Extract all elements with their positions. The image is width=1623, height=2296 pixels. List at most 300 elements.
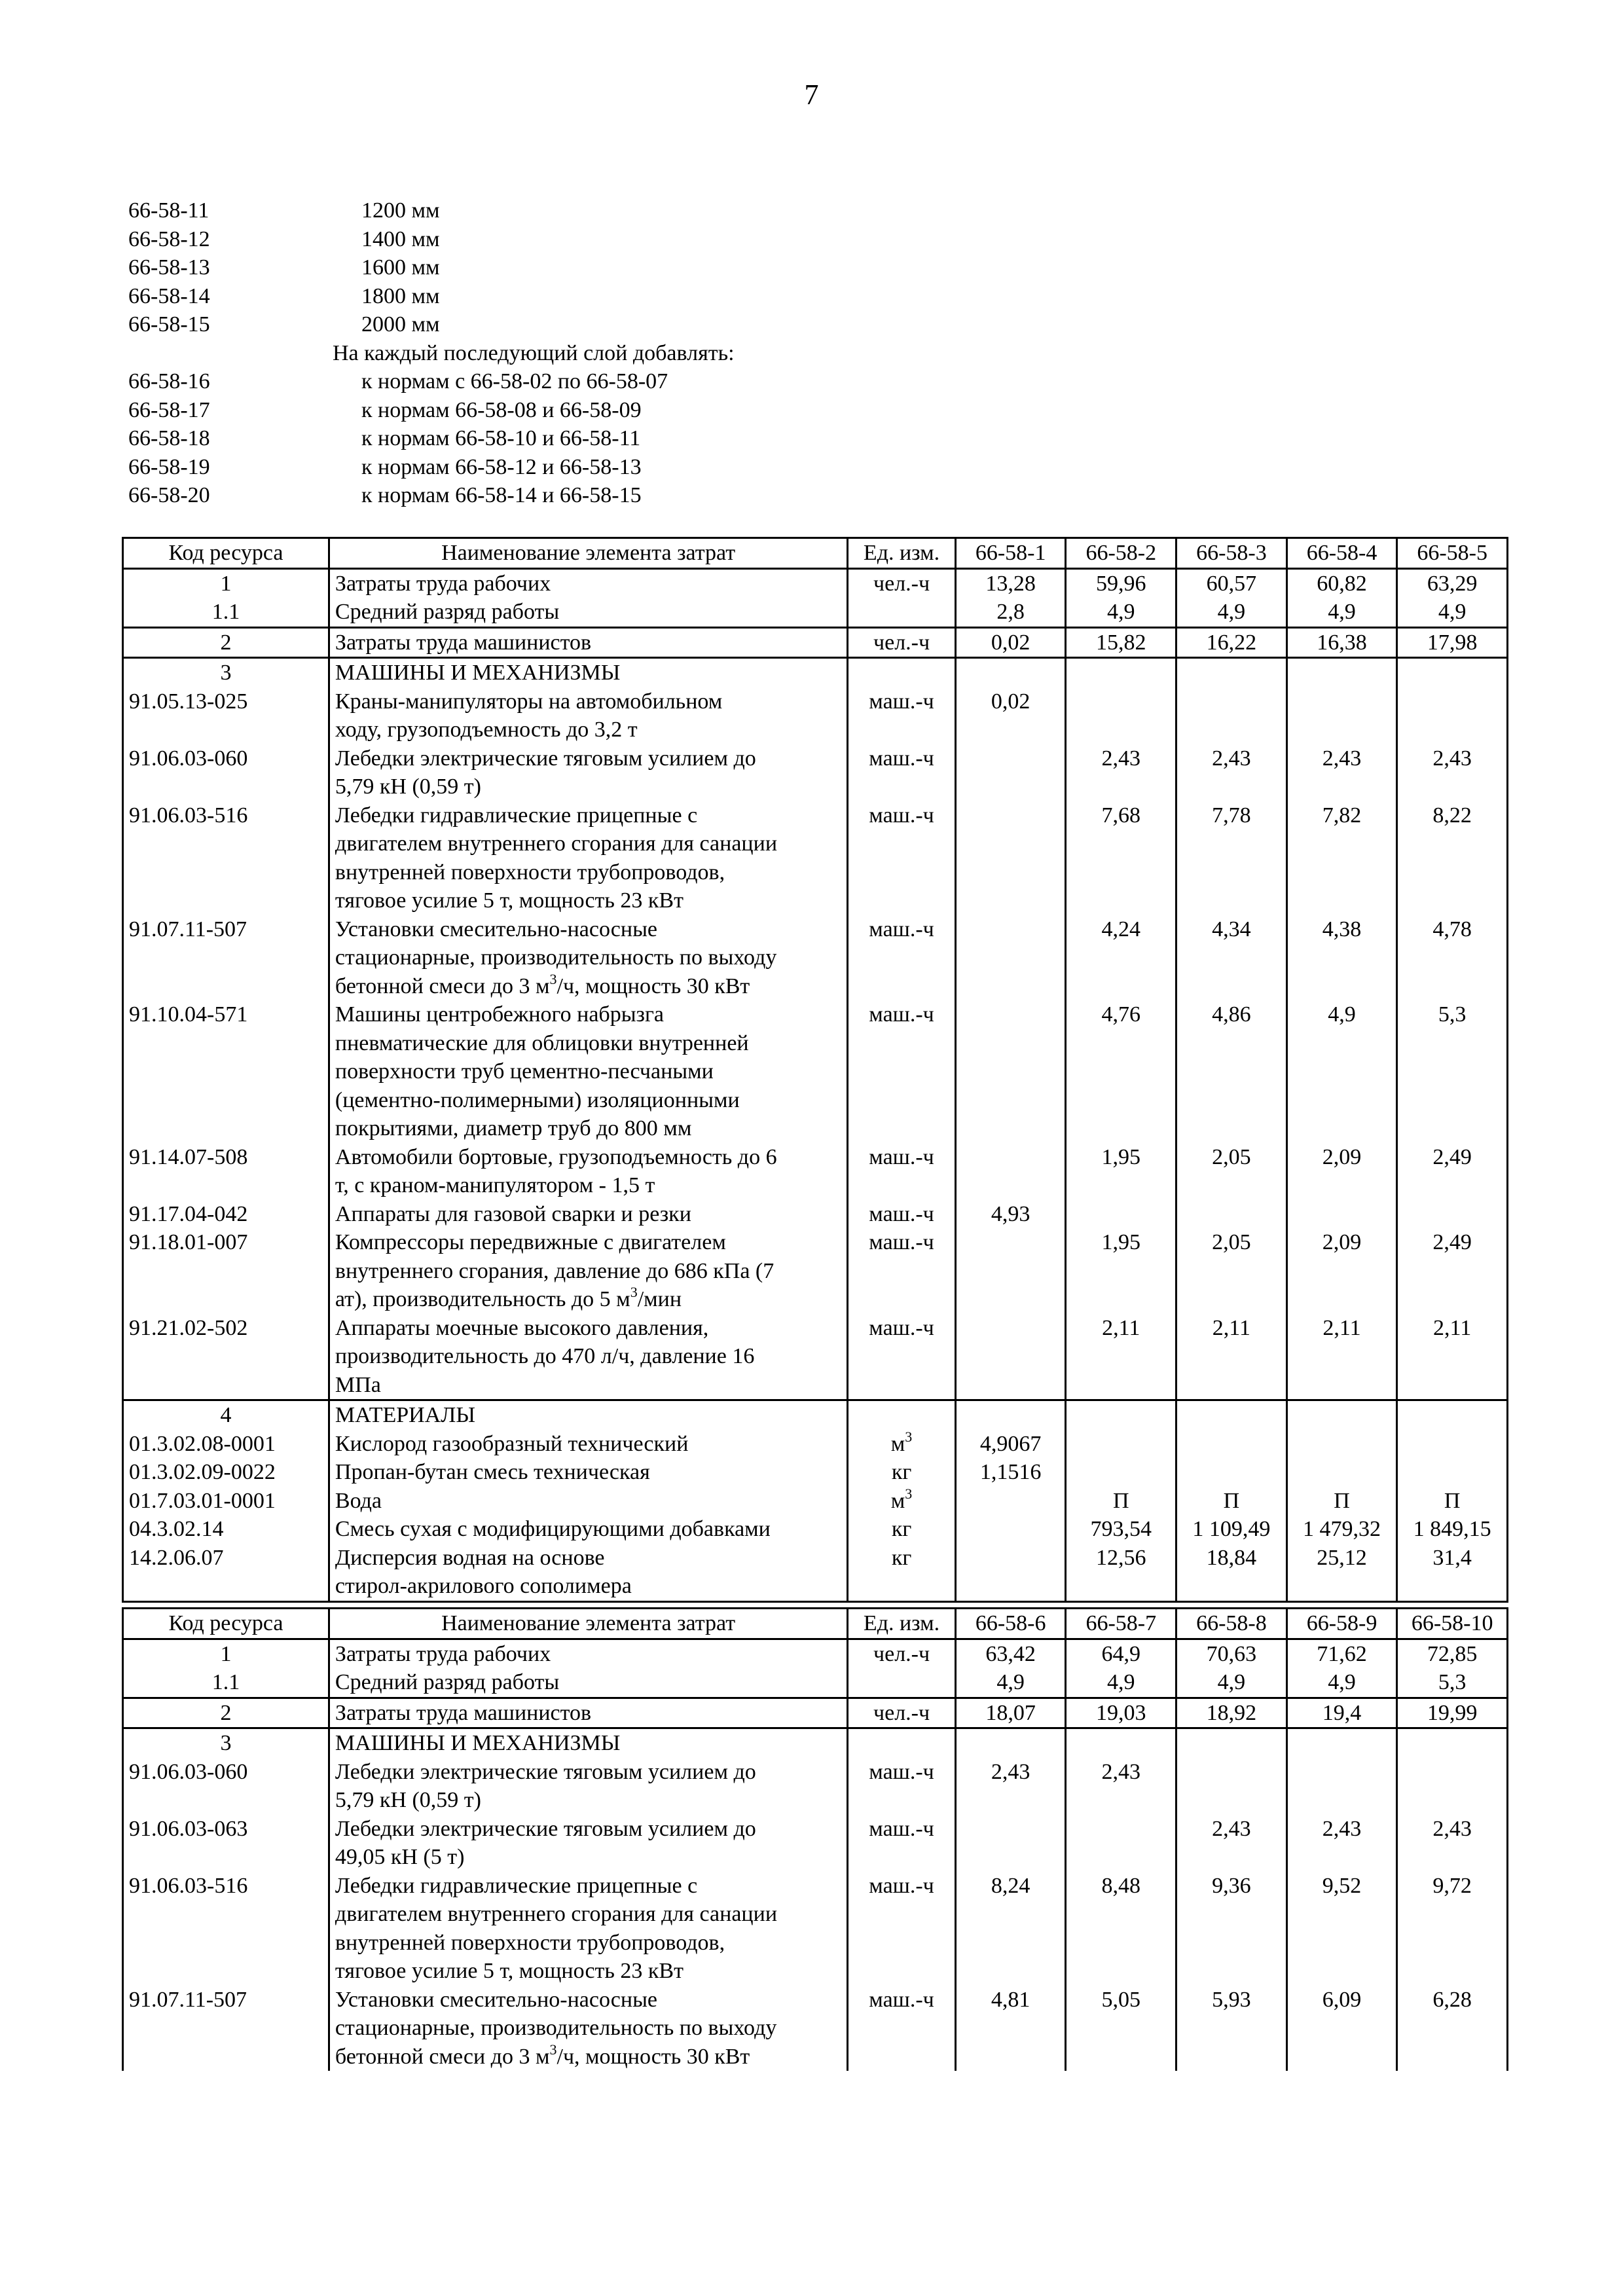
value-cell: 2,43 — [955, 1758, 1066, 1815]
value-cell — [1397, 1458, 1508, 1487]
unit-cell — [848, 1728, 956, 1758]
resource-name-line: бетонной смеси до 3 $м^3/ч$, мощность 30 кВт — [335, 2041, 750, 2069]
value-cell — [955, 1228, 1066, 1314]
table-row — [123, 915, 1508, 1001]
value-cell — [1286, 1728, 1397, 1758]
resource-name-line: двигателем внутреннего сгорания для санации — [335, 1902, 778, 1926]
value-cell: 18,92 — [1176, 1698, 1287, 1728]
value-cell: 7,78 — [1176, 801, 1287, 915]
resource-name-line: Лебедки гидравлические прицепные с — [335, 803, 698, 828]
unit-cell: чел.-ч — [848, 627, 956, 658]
resource-name-line: Лебедки гидравлические прицепные с — [335, 1873, 698, 1898]
table-row — [123, 1314, 1508, 1400]
resource-name-line: бетонной смеси до 3 $м^3/ч$, мощность 30 кВт — [335, 970, 750, 998]
value-cell: 9,36 — [1176, 1872, 1287, 1986]
norm-code: 66-58-15 — [128, 312, 210, 337]
code-list-note: На каждый последующий слой добавлять: — [333, 340, 735, 365]
header-norm: 66-58-3 — [1176, 538, 1287, 569]
value-cell — [1286, 1758, 1397, 1815]
value-cell — [1397, 1200, 1508, 1229]
value-cell: П — [1176, 1487, 1287, 1516]
value-cell: 19,4 — [1286, 1698, 1397, 1728]
resource-name — [329, 687, 847, 744]
resource-name: Средний разряд работы — [329, 1668, 847, 1698]
value-cell — [1066, 1400, 1176, 1430]
section-title: МАШИНЫ И МЕХАНИЗМЫ — [329, 658, 847, 687]
table-row — [123, 687, 1508, 744]
resource-name-line: поверхности труб цементно-песчаными — [335, 1059, 714, 1084]
value-cell — [1397, 1400, 1508, 1430]
value-cell — [1066, 1728, 1176, 1758]
value-cell: 59,96 — [1066, 568, 1176, 598]
header-norm: 66-58-4 — [1286, 538, 1397, 569]
resource-name-line: пневматические для облицовки внутренней — [335, 1030, 749, 1055]
table-row — [123, 744, 1508, 801]
unit-cell: маш.-ч — [848, 1314, 956, 1400]
value-cell: 4,9 — [1066, 598, 1176, 627]
table-row — [123, 1986, 1508, 2071]
value-cell: П — [1397, 1487, 1508, 1516]
header-norm: 66-58-6 — [955, 1609, 1066, 1639]
value-cell: 12,56 — [1066, 1544, 1176, 1602]
value-cell: 1,95 — [1066, 1143, 1176, 1200]
resource-name-line: Вода — [335, 1488, 382, 1513]
unit-cell: маш.-ч — [848, 801, 956, 915]
resource-code: 91.07.11-507 — [123, 915, 329, 1001]
value-cell: 31,4 — [1397, 1544, 1508, 1602]
value-cell: 2,43 — [1286, 744, 1397, 801]
value-cell: 5,05 — [1066, 1986, 1176, 2071]
norm-code: 66-58-19 — [128, 454, 210, 479]
resource-code: 3 — [123, 1728, 329, 1758]
resource-name-line: ходу, грузоподъемность до 3,2 т — [335, 718, 638, 742]
table-row — [123, 1458, 1508, 1487]
resource-name-line: Пропан-бутан смесь техническая — [335, 1460, 650, 1484]
labor-row — [123, 568, 1508, 598]
header-code: Код ресурса — [123, 1609, 329, 1639]
resource-name — [329, 1430, 847, 1459]
value-cell — [1176, 1430, 1287, 1459]
value-cell: 60,57 — [1176, 568, 1287, 598]
norm-description: к нормам с 66-58-02 по 66-58-07 — [361, 369, 668, 393]
norm-description: к нормам 66-58-12 и 66-58-13 — [361, 454, 642, 479]
value-cell: 2,8 — [955, 598, 1066, 627]
resource-name — [329, 1458, 847, 1487]
resource-name: Затраты труда машинистов — [329, 627, 847, 658]
value-cell: 2,05 — [1176, 1228, 1287, 1314]
value-cell — [955, 1000, 1066, 1143]
resource-name-line: стационарные, производительность по выходу — [335, 945, 777, 970]
header-norm: 66-58-1 — [955, 538, 1066, 569]
value-cell — [955, 1815, 1066, 1872]
value-cell — [1066, 1815, 1176, 1872]
section-title: МАШИНЫ И МЕХАНИЗМЫ — [329, 1728, 847, 1758]
grade-row — [123, 1668, 1508, 1698]
resource-name — [329, 1815, 847, 1872]
unit-cell: маш.-ч — [848, 1986, 956, 2071]
unit-cell: чел.-ч — [848, 1639, 956, 1668]
value-cell: 1,95 — [1066, 1228, 1176, 1314]
code-list-item — [128, 424, 848, 453]
page-number: 7 — [804, 79, 819, 111]
table-row — [123, 1000, 1508, 1143]
value-cell: 16,22 — [1176, 627, 1287, 658]
resource-name-line: т, с краном-манипулятором - 1,5 т — [335, 1173, 655, 1197]
value-cell: 1,1516 — [955, 1458, 1066, 1487]
table-header-row — [123, 1609, 1508, 1639]
table-row — [123, 1487, 1508, 1516]
resource-name-line: Лебедки электрические тяговым усилием до — [335, 1759, 756, 1784]
value-cell: 4,9 — [1286, 1668, 1397, 1698]
value-cell: 17,98 — [1397, 627, 1508, 658]
table-row — [123, 1143, 1508, 1200]
machinists-row — [123, 627, 1508, 658]
value-cell: 4,34 — [1176, 915, 1287, 1001]
resource-code: 2 — [123, 627, 329, 658]
unit-cell: кг — [848, 1544, 956, 1602]
resource-name-line: Лебедки электрические тяговым усилием до — [335, 1816, 756, 1841]
value-cell — [1286, 1458, 1397, 1487]
value-cell: 2,11 — [1066, 1314, 1176, 1400]
norm-description: 1200 мм — [361, 198, 440, 223]
resource-name-line: тяговое усилие 5 т, мощность 23 кВт — [335, 1959, 684, 1983]
resource-code: 2 — [123, 1698, 329, 1728]
value-cell: 2,43 — [1176, 1815, 1287, 1872]
value-cell — [1286, 658, 1397, 687]
unit-cell: маш.-ч — [848, 915, 956, 1001]
resource-code: 1.1 — [123, 1668, 329, 1698]
value-cell: 4,24 — [1066, 915, 1176, 1001]
value-cell: 16,38 — [1286, 627, 1397, 658]
header-code: Код ресурса — [123, 538, 329, 569]
table-row — [123, 1872, 1508, 1986]
norm-description: 1400 мм — [361, 227, 440, 251]
value-cell: 8,22 — [1397, 801, 1508, 915]
resource-code: 91.21.02-502 — [123, 1314, 329, 1400]
header-name: Наименование элемента затрат — [329, 538, 847, 569]
resource-name — [329, 801, 847, 915]
value-cell — [1176, 1458, 1287, 1487]
resource-code: 01.7.03.01-0001 — [123, 1487, 329, 1516]
norm-description: к нормам 66-58-08 и 66-58-09 — [361, 397, 642, 422]
resource-name — [329, 915, 847, 1001]
code-list-item — [128, 367, 848, 396]
unit-cell: $м^3$ — [848, 1487, 956, 1516]
unit-cell — [848, 1668, 956, 1698]
norm-code: 66-58-17 — [128, 397, 210, 422]
table-row — [123, 1544, 1508, 1602]
resource-name — [329, 1200, 847, 1229]
value-cell — [1397, 1728, 1508, 1758]
resource-code: 91.14.07-508 — [123, 1143, 329, 1200]
resource-name-line: стационарные, производительность по выходу — [335, 2016, 777, 2040]
resource-name — [329, 744, 847, 801]
value-cell: 4,9 — [1066, 1668, 1176, 1698]
unit-cell: маш.-ч — [848, 1000, 956, 1143]
value-cell — [1176, 1728, 1287, 1758]
resource-name — [329, 1143, 847, 1200]
resource-name-line: (цементно-полимерными) изоляционными — [335, 1087, 740, 1112]
value-cell: 4,86 — [1176, 1000, 1287, 1143]
value-cell — [1176, 658, 1287, 687]
machinists-row — [123, 1698, 1508, 1728]
value-cell: 4,38 — [1286, 915, 1397, 1001]
value-cell: 2,09 — [1286, 1228, 1397, 1314]
resource-code: 91.06.03-060 — [123, 1758, 329, 1815]
resource-code: 91.05.13-025 — [123, 687, 329, 744]
unit-cell: маш.-ч — [848, 1872, 956, 1986]
value-cell — [1397, 1430, 1508, 1459]
value-cell — [1397, 1758, 1508, 1815]
norm-description: к нормам 66-58-14 и 66-58-15 — [361, 483, 642, 507]
value-cell — [955, 1400, 1066, 1430]
value-cell: 793,54 — [1066, 1515, 1176, 1544]
value-cell: 2,11 — [1176, 1314, 1287, 1400]
value-cell — [1066, 1200, 1176, 1229]
resource-name — [329, 1000, 847, 1143]
value-cell: 71,62 — [1286, 1639, 1397, 1668]
resource-name — [329, 1872, 847, 1986]
resource-name-line: стирол-акрилового сополимера — [335, 1574, 632, 1598]
resource-name-line: внутренней поверхности трубопроводов, — [335, 1930, 725, 1955]
value-cell: 2,11 — [1397, 1314, 1508, 1400]
value-cell — [1066, 1430, 1176, 1459]
code-list-item — [128, 253, 848, 282]
value-cell: 18,07 — [955, 1698, 1066, 1728]
norm-code: 66-58-12 — [128, 227, 210, 251]
resource-name: Затраты труда рабочих — [329, 568, 847, 598]
value-cell: 9,52 — [1286, 1872, 1397, 1986]
value-cell: 72,85 — [1397, 1639, 1508, 1668]
value-cell — [955, 658, 1066, 687]
value-cell — [1176, 1400, 1287, 1430]
value-cell: 4,9067 — [955, 1430, 1066, 1459]
value-cell: 4,9 — [1176, 598, 1287, 627]
value-cell: 2,43 — [1176, 744, 1287, 801]
header-unit: Ед. изм. — [848, 538, 956, 569]
value-cell — [1066, 687, 1176, 744]
resource-code: 3 — [123, 658, 329, 687]
resource-name: Затраты труда машинистов — [329, 1698, 847, 1728]
resource-name-line: Автомобили бортовые, грузоподъемность до 6 — [335, 1144, 777, 1169]
resource-name-line: внутреннего сгорания, давление до 686 кПа (7 — [335, 1258, 775, 1283]
value-cell — [955, 1314, 1066, 1400]
resource-name-line: Машины центробежного набрызга — [335, 1002, 665, 1027]
table-header-row — [123, 538, 1508, 569]
value-cell: 18,84 — [1176, 1544, 1287, 1602]
value-cell: 5,3 — [1397, 1668, 1508, 1698]
value-cell: 4,76 — [1066, 1000, 1176, 1143]
value-cell: 4,78 — [1397, 915, 1508, 1001]
resource-code: 4 — [123, 1400, 329, 1430]
resource-name: Средний разряд работы — [329, 598, 847, 627]
header-norm: 66-58-10 — [1397, 1609, 1508, 1639]
resource-name — [329, 1544, 847, 1602]
value-cell: 2,11 — [1286, 1314, 1397, 1400]
value-cell — [1397, 658, 1508, 687]
unit-cell: маш.-ч — [848, 1758, 956, 1815]
unit-cell — [848, 658, 956, 687]
header-name: Наименование элемента затрат — [329, 1609, 847, 1639]
value-cell — [1286, 1430, 1397, 1459]
resource-name-line: Компрессоры передвижные с двигателем — [335, 1230, 726, 1254]
resource-name-line: Установки смесительно-насосные — [335, 917, 658, 941]
value-cell: 9,72 — [1397, 1872, 1508, 1986]
resource-code: 01.3.02.09-0022 — [123, 1458, 329, 1487]
value-cell: 63,42 — [955, 1639, 1066, 1668]
resource-name-line: Аппараты моечные высокого давления, — [335, 1315, 709, 1340]
labor-row — [123, 1639, 1508, 1668]
table-row — [123, 1815, 1508, 1872]
unit-cell: маш.-ч — [848, 1143, 956, 1200]
norm-code: 66-58-20 — [128, 483, 210, 507]
value-cell — [955, 1487, 1066, 1516]
value-cell: П — [1066, 1487, 1176, 1516]
value-cell — [955, 1143, 1066, 1200]
value-cell — [955, 1544, 1066, 1602]
code-list-item — [128, 310, 848, 339]
resource-code: 14.2.06.07 — [123, 1544, 329, 1602]
header-norm: 66-58-8 — [1176, 1609, 1287, 1639]
code-list-item — [128, 339, 848, 368]
value-cell: 7,82 — [1286, 801, 1397, 915]
value-cell: 4,93 — [955, 1200, 1066, 1229]
value-cell: 5,93 — [1176, 1986, 1287, 2071]
unit-cell: маш.-ч — [848, 1815, 956, 1872]
value-cell: 2,49 — [1397, 1143, 1508, 1200]
unit-cell: кг — [848, 1458, 956, 1487]
resource-name — [329, 1228, 847, 1314]
section-row — [123, 1728, 1508, 1758]
section-title: МАТЕРИАЛЫ — [329, 1400, 847, 1430]
resource-code: 01.3.02.08-0001 — [123, 1430, 329, 1459]
resource-code: 91.06.03-060 — [123, 744, 329, 801]
value-cell: 7,68 — [1066, 801, 1176, 915]
resource-code: 1 — [123, 568, 329, 598]
resource-code: 1.1 — [123, 598, 329, 627]
value-cell — [955, 915, 1066, 1001]
code-list-item — [128, 282, 848, 311]
value-cell: 2,43 — [1397, 1815, 1508, 1872]
value-cell: 4,9 — [1176, 1668, 1287, 1698]
value-cell — [955, 744, 1066, 801]
resource-name-line: 5,79 кН (0,59 т) — [335, 1788, 481, 1812]
resource-name: Затраты труда рабочих — [329, 1639, 847, 1668]
resource-name-line: Аппараты для газовой сварки и резки — [335, 1201, 691, 1226]
resource-code: 1 — [123, 1639, 329, 1668]
header-norm: 66-58-7 — [1066, 1609, 1176, 1639]
resource-name — [329, 1314, 847, 1400]
resource-name-line: производительность до 470 л/ч, давление 16 — [335, 1344, 755, 1368]
resource-name-line: Смесь сухая с модифицирующими добавками — [335, 1517, 771, 1541]
resource-name-line: Кислород газообразный технический — [335, 1431, 689, 1456]
value-cell: 64,9 — [1066, 1639, 1176, 1668]
value-cell: 0,02 — [955, 687, 1066, 744]
value-cell — [1286, 1200, 1397, 1229]
value-cell: 25,12 — [1286, 1544, 1397, 1602]
value-cell: 6,28 — [1397, 1986, 1508, 2071]
resource-name-line: тяговое усилие 5 т, мощность 23 кВт — [335, 888, 684, 913]
value-cell — [955, 1515, 1066, 1544]
value-cell: 4,9 — [1286, 1000, 1397, 1143]
value-cell: 13,28 — [955, 568, 1066, 598]
resource-name-line: покрытиями, диаметр труб до 800 мм — [335, 1116, 692, 1140]
value-cell: 2,43 — [1066, 1758, 1176, 1815]
resource-name-line: Лебедки электрические тяговым усилием до — [335, 746, 756, 771]
resource-code: 91.18.01-007 — [123, 1228, 329, 1314]
code-list-item — [128, 453, 848, 482]
table-row — [123, 801, 1508, 915]
value-cell: 5,3 — [1397, 1000, 1508, 1143]
value-cell: П — [1286, 1487, 1397, 1516]
value-cell: 8,24 — [955, 1872, 1066, 1986]
value-cell — [1066, 1458, 1176, 1487]
value-cell: 70,63 — [1176, 1639, 1287, 1668]
unit-cell: маш.-ч — [848, 687, 956, 744]
value-cell — [1176, 1758, 1287, 1815]
value-cell: 4,9 — [955, 1668, 1066, 1698]
table-row — [123, 1228, 1508, 1314]
resource-name-line: Установки смесительно-насосные — [335, 1987, 658, 2012]
unit-cell: чел.-ч — [848, 1698, 956, 1728]
table-row — [123, 1430, 1508, 1459]
value-cell: 2,49 — [1397, 1228, 1508, 1314]
section-row — [123, 658, 1508, 687]
value-cell: 2,43 — [1397, 744, 1508, 801]
value-cell — [1286, 687, 1397, 744]
value-cell — [1397, 687, 1508, 744]
value-cell: 6,09 — [1286, 1986, 1397, 2071]
unit-cell: $м^3$ — [848, 1430, 956, 1459]
header-unit: Ед. изм. — [848, 1609, 956, 1639]
header-norm: 66-58-9 — [1286, 1609, 1397, 1639]
norm-code: 66-58-16 — [128, 369, 210, 393]
unit-cell: маш.-ч — [848, 744, 956, 801]
unit-cell: чел.-ч — [848, 568, 956, 598]
value-cell — [955, 801, 1066, 915]
norm-code: 66-58-14 — [128, 283, 210, 308]
code-list-item — [128, 396, 848, 425]
value-cell: 2,43 — [1066, 744, 1176, 801]
resource-name — [329, 1986, 847, 2071]
resource-table-2 — [122, 1607, 1508, 2071]
unit-cell — [848, 1400, 956, 1430]
unit-cell — [848, 598, 956, 627]
resource-code: 04.3.02.14 — [123, 1515, 329, 1544]
value-cell: 2,05 — [1176, 1143, 1287, 1200]
resource-table-1 — [122, 537, 1508, 1603]
resource-code: 91.06.03-516 — [123, 1872, 329, 1986]
code-list-item — [128, 481, 848, 510]
resource-name — [329, 1758, 847, 1815]
value-cell — [1286, 1400, 1397, 1430]
resource-code: 91.06.03-516 — [123, 801, 329, 915]
value-cell: 1 109,49 — [1176, 1515, 1287, 1544]
norm-codes-list — [128, 196, 848, 510]
table-row — [123, 1200, 1508, 1229]
value-cell: 1 849,15 — [1397, 1515, 1508, 1544]
value-cell: 4,81 — [955, 1986, 1066, 2071]
resource-name-line: 49,05 кН (5 т) — [335, 1845, 465, 1869]
value-cell: 4,9 — [1397, 598, 1508, 627]
grade-row — [123, 598, 1508, 627]
section-row — [123, 1400, 1508, 1430]
resource-code: 91.07.11-507 — [123, 1986, 329, 2071]
value-cell: 63,29 — [1397, 568, 1508, 598]
unit-cell: маш.-ч — [848, 1200, 956, 1229]
table-row — [123, 1758, 1508, 1815]
resource-name-line: внутренней поверхности трубопроводов, — [335, 860, 725, 884]
